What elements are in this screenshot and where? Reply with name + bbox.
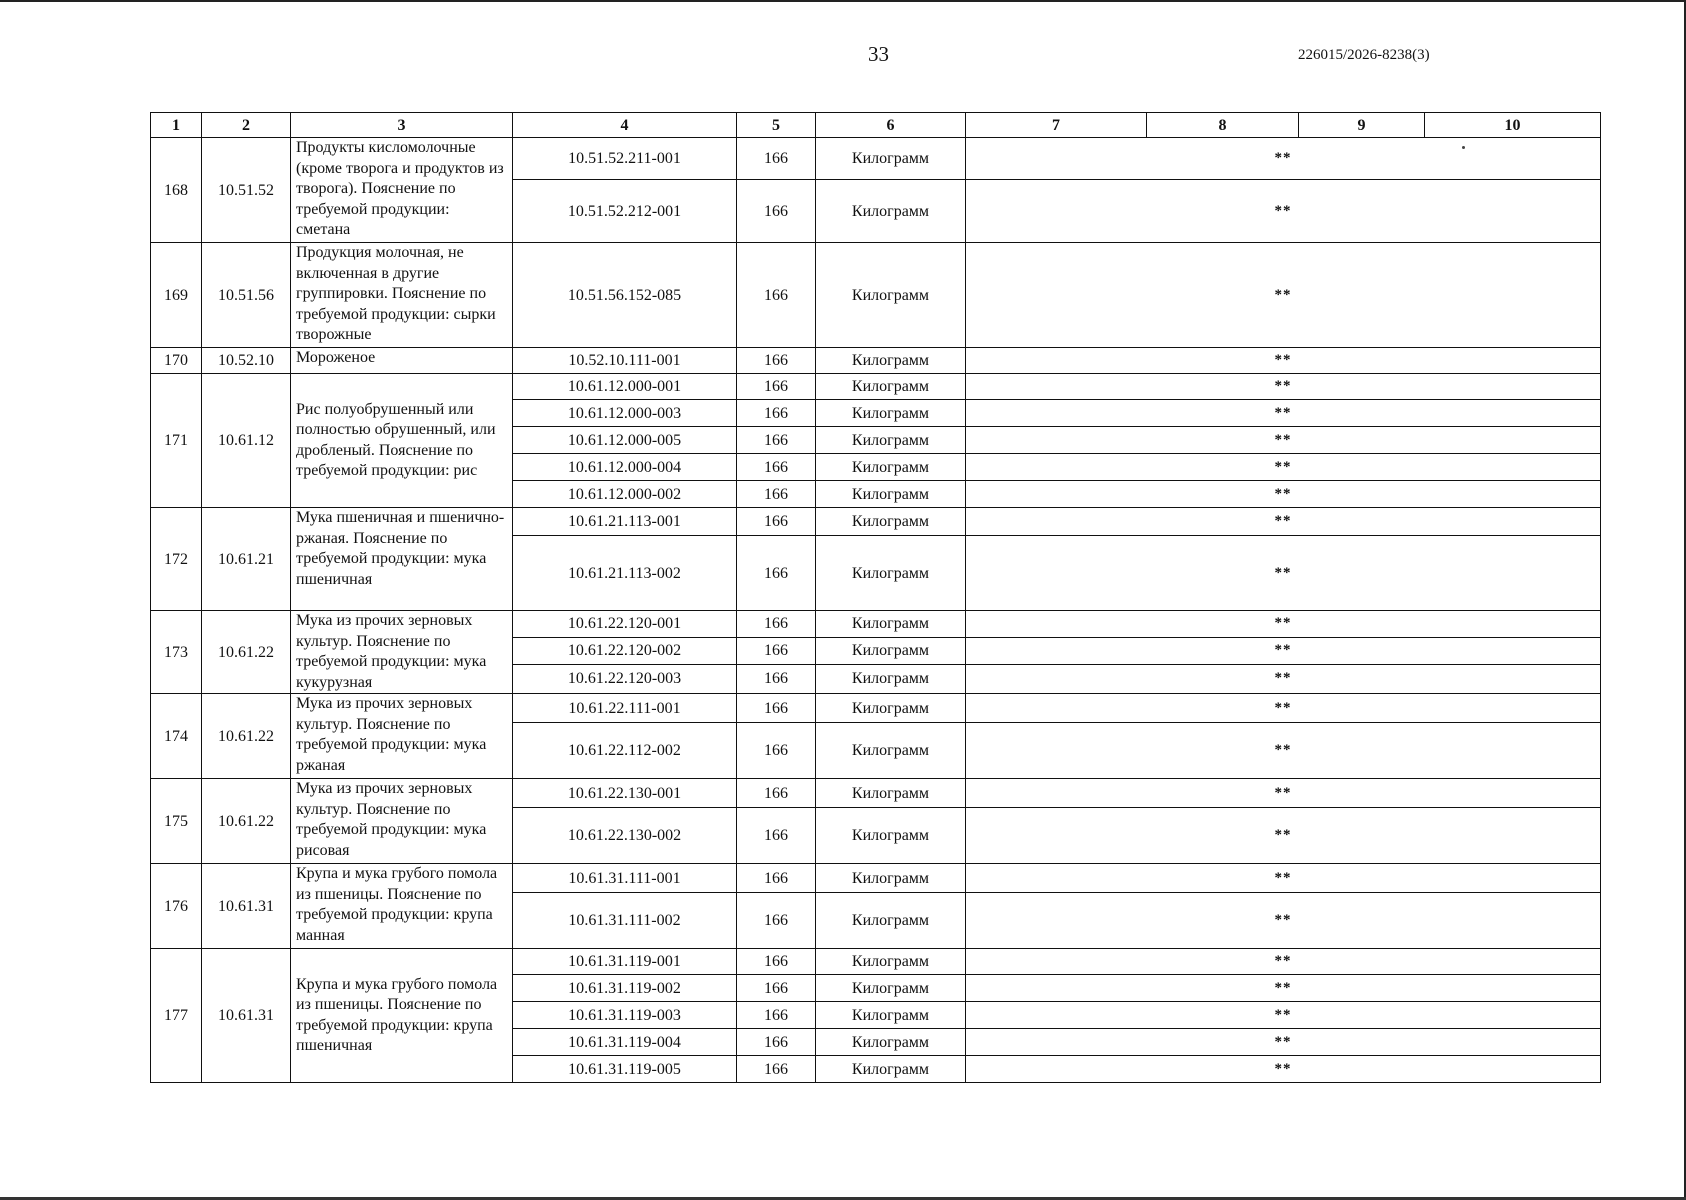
ktru-code: 10.61.22.130-002 — [513, 808, 737, 864]
column-header: 10 — [1425, 113, 1601, 138]
okpd2-code: 10.61.22 — [202, 611, 291, 694]
table-row — [151, 348, 1601, 374]
merged-columns-mark: ** — [966, 611, 1601, 638]
product-name: Мороженое — [291, 348, 513, 374]
column-header: 6 — [816, 113, 966, 138]
unit-name: Килограмм — [816, 694, 966, 723]
okei-unit-code: 166 — [737, 481, 816, 508]
unit-name: Килограмм — [816, 723, 966, 779]
document-id: 226015/2026-8238(3) — [1298, 47, 1430, 63]
merged-columns-mark: ** — [966, 138, 1601, 180]
okei-unit-code: 166 — [737, 536, 816, 611]
okei-unit-code: 166 — [737, 1029, 816, 1056]
table-row — [151, 611, 1601, 638]
merged-columns-mark: ** — [966, 637, 1601, 664]
row-number: 175 — [151, 779, 202, 864]
table-row — [151, 508, 1601, 536]
column-header: 3 — [291, 113, 513, 138]
okei-unit-code: 166 — [737, 348, 816, 374]
unit-name: Килограмм — [816, 1029, 966, 1056]
row-number: 174 — [151, 694, 202, 779]
ktru-code: 10.61.31.119-002 — [513, 975, 737, 1002]
product-name: Крупа и мука грубого помола из пшеницы. Пояснение по требуемой продукции: крупа манная — [291, 864, 513, 949]
ktru-code: 10.61.22.120-001 — [513, 611, 737, 638]
merged-columns-mark: ** — [966, 454, 1601, 481]
merged-columns-mark: ** — [966, 243, 1601, 348]
column-header: 8 — [1147, 113, 1299, 138]
merged-columns-mark: ** — [966, 723, 1601, 779]
okei-unit-code: 166 — [737, 508, 816, 536]
unit-name: Килограмм — [816, 427, 966, 454]
okei-unit-code: 166 — [737, 427, 816, 454]
okei-unit-code: 166 — [737, 723, 816, 779]
merged-columns-mark: ** — [966, 1029, 1601, 1056]
ktru-code: 10.61.22.120-003 — [513, 664, 737, 693]
product-name: Мука из прочих зерновых культур. Пояснение по требуемой продукции: мука ржаная — [291, 694, 513, 779]
ktru-code: 10.51.56.152-085 — [513, 243, 737, 348]
merged-columns-mark: ** — [966, 508, 1601, 536]
unit-name: Килограмм — [816, 138, 966, 180]
okpd2-code: 10.52.10 — [202, 348, 291, 374]
unit-name: Килограмм — [816, 536, 966, 611]
ktru-code: 10.61.31.119-005 — [513, 1056, 737, 1083]
okpd2-code: 10.61.21 — [202, 508, 291, 611]
ktru-code: 10.61.31.119-001 — [513, 949, 737, 975]
unit-name: Килограмм — [816, 611, 966, 638]
unit-name: Килограмм — [816, 454, 966, 481]
merged-columns-mark: ** — [966, 1056, 1601, 1083]
okpd2-code: 10.51.56 — [202, 243, 291, 348]
row-number: 170 — [151, 348, 202, 374]
okpd2-code: 10.61.22 — [202, 694, 291, 779]
ktru-code: 10.61.12.000-002 — [513, 481, 737, 508]
unit-name: Килограмм — [816, 779, 966, 808]
okei-unit-code: 166 — [737, 893, 816, 949]
table-row — [151, 694, 1601, 723]
row-number: 168 — [151, 138, 202, 243]
table-row — [151, 138, 1601, 180]
merged-columns-mark: ** — [966, 949, 1601, 975]
ktru-code: 10.61.12.000-001 — [513, 374, 737, 400]
ktru-code: 10.61.22.111-001 — [513, 694, 737, 723]
column-header: 2 — [202, 113, 291, 138]
merged-columns-mark: ** — [966, 180, 1601, 243]
product-name: Мука пшеничная и пшенично-ржаная. Пояснение по требуемой продукции: мука пшеничная — [291, 508, 513, 611]
okei-unit-code: 166 — [737, 779, 816, 808]
okei-unit-code: 166 — [737, 694, 816, 723]
product-name: Продукты кисломолочные (кроме творога и продуктов из творога). Пояснение по требуемой продукции: сметана — [291, 138, 513, 243]
okei-unit-code: 166 — [737, 949, 816, 975]
unit-name: Килограмм — [816, 637, 966, 664]
merged-columns-mark: ** — [966, 374, 1601, 400]
okpd2-code: 10.51.52 — [202, 138, 291, 243]
unit-name: Килограмм — [816, 374, 966, 400]
column-header: 5 — [737, 113, 816, 138]
okei-unit-code: 166 — [737, 1002, 816, 1029]
okei-unit-code: 166 — [737, 180, 816, 243]
okei-unit-code: 166 — [737, 138, 816, 180]
okei-unit-code: 166 — [737, 808, 816, 864]
unit-name: Килограмм — [816, 949, 966, 975]
okpd2-code: 10.61.31 — [202, 949, 291, 1083]
okei-unit-code: 166 — [737, 374, 816, 400]
row-number: 176 — [151, 864, 202, 949]
unit-name: Килограмм — [816, 481, 966, 508]
column-header: 7 — [966, 113, 1147, 138]
okei-unit-code: 166 — [737, 400, 816, 427]
ktru-code: 10.61.22.130-001 — [513, 779, 737, 808]
ktru-code: 10.61.12.000-004 — [513, 454, 737, 481]
page-number: 33 — [868, 42, 889, 66]
unit-name: Килограмм — [816, 348, 966, 374]
okpd2-code: 10.61.12 — [202, 374, 291, 508]
merged-columns-mark: ** — [966, 864, 1601, 893]
okei-unit-code: 166 — [737, 243, 816, 348]
ktru-code: 10.51.52.212-001 — [513, 180, 737, 243]
ktru-code: 10.61.12.000-003 — [513, 400, 737, 427]
table-header-row — [151, 113, 1601, 138]
okei-unit-code: 166 — [737, 454, 816, 481]
okei-unit-code: 166 — [737, 1056, 816, 1083]
merged-columns-mark: ** — [966, 536, 1601, 611]
unit-name: Килограмм — [816, 1002, 966, 1029]
ktru-code: 10.61.21.113-001 — [513, 508, 737, 536]
table-row — [151, 779, 1601, 808]
product-name: Крупа и мука грубого помола из пшеницы. Пояснение по требуемой продукции: крупа пшеничная — [291, 949, 513, 1083]
unit-name: Килограмм — [816, 1056, 966, 1083]
ktru-code: 10.61.22.120-002 — [513, 637, 737, 664]
merged-columns-mark: ** — [966, 481, 1601, 508]
ktru-code: 10.61.12.000-005 — [513, 427, 737, 454]
okei-unit-code: 166 — [737, 637, 816, 664]
ktru-code: 10.61.31.119-003 — [513, 1002, 737, 1029]
merged-columns-mark: ** — [966, 975, 1601, 1002]
ktru-code: 10.52.10.111-001 — [513, 348, 737, 374]
table-row — [151, 949, 1601, 975]
unit-name: Килограмм — [816, 508, 966, 536]
okei-unit-code: 166 — [737, 664, 816, 693]
table-row — [151, 864, 1601, 893]
unit-name: Килограмм — [816, 864, 966, 893]
merged-columns-mark: ** — [966, 664, 1601, 693]
okei-unit-code: 166 — [737, 864, 816, 893]
unit-name: Килограмм — [816, 893, 966, 949]
okpd2-code: 10.61.31 — [202, 864, 291, 949]
row-number: 177 — [151, 949, 202, 1083]
ktru-code: 10.61.31.111-001 — [513, 864, 737, 893]
row-number: 173 — [151, 611, 202, 694]
unit-name: Килограмм — [816, 808, 966, 864]
product-name: Рис полуобрушенный или полностью обрушенный, или дробленый. Пояснение по требуемой продукции: рис — [291, 374, 513, 508]
okei-unit-code: 166 — [737, 975, 816, 1002]
merged-columns-mark: ** — [966, 348, 1601, 374]
ktru-code: 10.51.52.211-001 — [513, 138, 737, 180]
row-number: 169 — [151, 243, 202, 348]
ktru-code: 10.61.31.111-002 — [513, 893, 737, 949]
column-header: 9 — [1299, 113, 1425, 138]
table-row — [151, 243, 1601, 348]
column-header: 1 — [151, 113, 202, 138]
unit-name: Килограмм — [816, 400, 966, 427]
product-name: Мука из прочих зерновых культур. Пояснение по требуемой продукции: мука кукурузная — [291, 611, 513, 694]
table-row — [151, 374, 1601, 400]
row-number: 172 — [151, 508, 202, 611]
scan-edge-top — [0, 0, 1686, 2]
ktru-code: 10.61.31.119-004 — [513, 1029, 737, 1056]
merged-columns-mark: ** — [966, 893, 1601, 949]
ktru-code: 10.61.21.113-002 — [513, 536, 737, 611]
product-name: Продукция молочная, не включенная в другие группировки. Пояснение по требуемой продукции: сырки творожные — [291, 243, 513, 348]
merged-columns-mark: ** — [966, 779, 1601, 808]
product-name: Мука из прочих зерновых культур. Пояснение по требуемой продукции: мука рисовая — [291, 779, 513, 864]
unit-name: Килограмм — [816, 180, 966, 243]
unit-name: Килограмм — [816, 664, 966, 693]
unit-name: Килограмм — [816, 975, 966, 1002]
unit-name: Килограмм — [816, 243, 966, 348]
merged-columns-mark: ** — [966, 400, 1601, 427]
merged-columns-mark: ** — [966, 1002, 1601, 1029]
merged-columns-mark: ** — [966, 694, 1601, 723]
ktru-code: 10.61.22.112-002 — [513, 723, 737, 779]
merged-columns-mark: ** — [966, 427, 1601, 454]
procurement-table — [150, 112, 1601, 1083]
row-number: 171 — [151, 374, 202, 508]
okei-unit-code: 166 — [737, 611, 816, 638]
column-header: 4 — [513, 113, 737, 138]
merged-columns-mark: ** — [966, 808, 1601, 864]
okpd2-code: 10.61.22 — [202, 779, 291, 864]
